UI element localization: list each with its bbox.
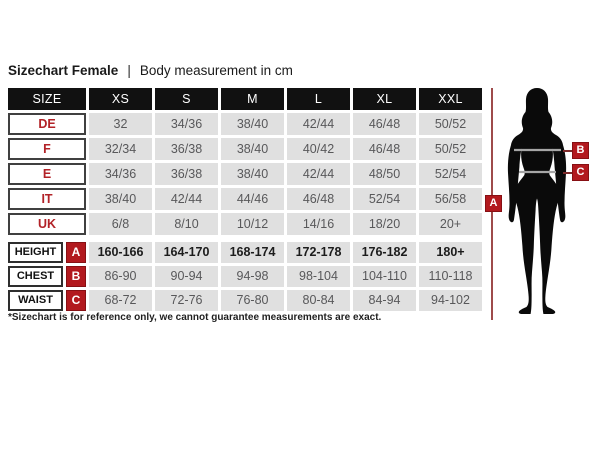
female-silhouette [500, 85, 575, 323]
measurement-badge: A [66, 242, 86, 263]
size-value-cell: 6/8 [89, 213, 152, 235]
figure-badge-height: A [485, 195, 502, 212]
measurement-value-cell: 68-72 [89, 290, 152, 311]
title-main: Sizechart Female [8, 63, 119, 78]
size-value-cell: 34/36 [89, 163, 152, 185]
measurement-value-cell: 172-178 [287, 242, 350, 263]
measurement-row-label: CHEST [8, 266, 63, 287]
size-column-header: S [155, 88, 218, 110]
measurement-row [8, 242, 482, 263]
size-value-cell: 36/38 [155, 163, 218, 185]
measurement-value-cell: 80-84 [287, 290, 350, 311]
size-value-cell: 52/54 [353, 188, 416, 210]
size-value-cell: 36/38 [155, 138, 218, 160]
measurement-value-cell: 98-104 [287, 266, 350, 287]
size-column-header: XS [89, 88, 152, 110]
size-value-cell: 18/20 [353, 213, 416, 235]
size-value-cell: 48/50 [353, 163, 416, 185]
measurement-badge: B [66, 266, 86, 287]
size-column-header: XL [353, 88, 416, 110]
size-value-cell: 42/44 [287, 163, 350, 185]
country-row-label: UK [8, 213, 86, 235]
size-value-cell: 34/36 [155, 113, 218, 135]
measurement-value-cell: 94-98 [221, 266, 284, 287]
measurement-value-cell: 86-90 [89, 266, 152, 287]
size-column-header: L [287, 88, 350, 110]
size-value-cell: 40/42 [287, 138, 350, 160]
figure-badge-chest: B [572, 142, 589, 159]
measurement-value-cell: 90-94 [155, 266, 218, 287]
size-value-cell: 38/40 [221, 138, 284, 160]
size-value-cell: 32/34 [89, 138, 152, 160]
measurement-value-cell: 164-170 [155, 242, 218, 263]
size-value-cell: 56/58 [419, 188, 482, 210]
country-row [8, 138, 482, 160]
page-title [8, 63, 293, 78]
size-column-header: XXL [419, 88, 482, 110]
silhouette-body [508, 88, 566, 314]
size-value-cell: 46/48 [353, 138, 416, 160]
chest-badge-connector [563, 150, 572, 152]
size-value-cell: 38/40 [221, 113, 284, 135]
country-row [8, 163, 482, 185]
country-row [8, 188, 482, 210]
measurement-row [8, 266, 482, 287]
size-value-cell: 32 [89, 113, 152, 135]
title-separator: | [127, 63, 131, 78]
title-subtitle: Body measurement in cm [139, 63, 293, 78]
country-row-label: F [8, 138, 86, 160]
size-value-cell: 38/40 [221, 163, 284, 185]
measurement-row-label: HEIGHT [8, 242, 63, 263]
country-row [8, 213, 482, 235]
measurement-value-cell: 176-182 [353, 242, 416, 263]
size-value-cell: 52/54 [419, 163, 482, 185]
country-row-label: DE [8, 113, 86, 135]
size-header-cell: SIZE [8, 88, 86, 110]
size-value-cell: 46/48 [287, 188, 350, 210]
measurement-value-cell: 104-110 [353, 266, 416, 287]
size-value-cell: 8/10 [155, 213, 218, 235]
measurement-row-label: WAIST [8, 290, 63, 311]
measurement-value-cell: 84-94 [353, 290, 416, 311]
size-column-header: M [221, 88, 284, 110]
measurement-badge: C [66, 290, 86, 311]
country-row-label: IT [8, 188, 86, 210]
country-row-label: E [8, 163, 86, 185]
size-table [8, 88, 482, 314]
size-value-cell: 42/44 [287, 113, 350, 135]
measurement-label-group [8, 266, 86, 287]
waist-badge-connector [563, 172, 572, 174]
table-header-row [8, 88, 482, 110]
size-value-cell: 44/46 [221, 188, 284, 210]
measurement-value-cell: 110-118 [419, 266, 482, 287]
size-value-cell: 42/44 [155, 188, 218, 210]
country-row [8, 113, 482, 135]
size-value-cell: 10/12 [221, 213, 284, 235]
size-value-cell: 50/52 [419, 113, 482, 135]
size-value-cell: 50/52 [419, 138, 482, 160]
measurement-label-group [8, 290, 86, 311]
footnote: *Sizechart is for reference only, we cannot guarantee measurements are exact. [8, 312, 382, 323]
measurement-value-cell: 180+ [419, 242, 482, 263]
measurement-value-cell: 160-166 [89, 242, 152, 263]
size-value-cell: 46/48 [353, 113, 416, 135]
size-value-cell: 38/40 [89, 188, 152, 210]
size-value-cell: 14/16 [287, 213, 350, 235]
measurement-value-cell: 94-102 [419, 290, 482, 311]
size-value-cell: 20+ [419, 213, 482, 235]
measurement-row [8, 290, 482, 311]
measurement-value-cell: 76-80 [221, 290, 284, 311]
figure-badge-waist: C [572, 164, 589, 181]
measurement-value-cell: 72-76 [155, 290, 218, 311]
measurement-label-group [8, 242, 86, 263]
measurement-value-cell: 168-174 [221, 242, 284, 263]
